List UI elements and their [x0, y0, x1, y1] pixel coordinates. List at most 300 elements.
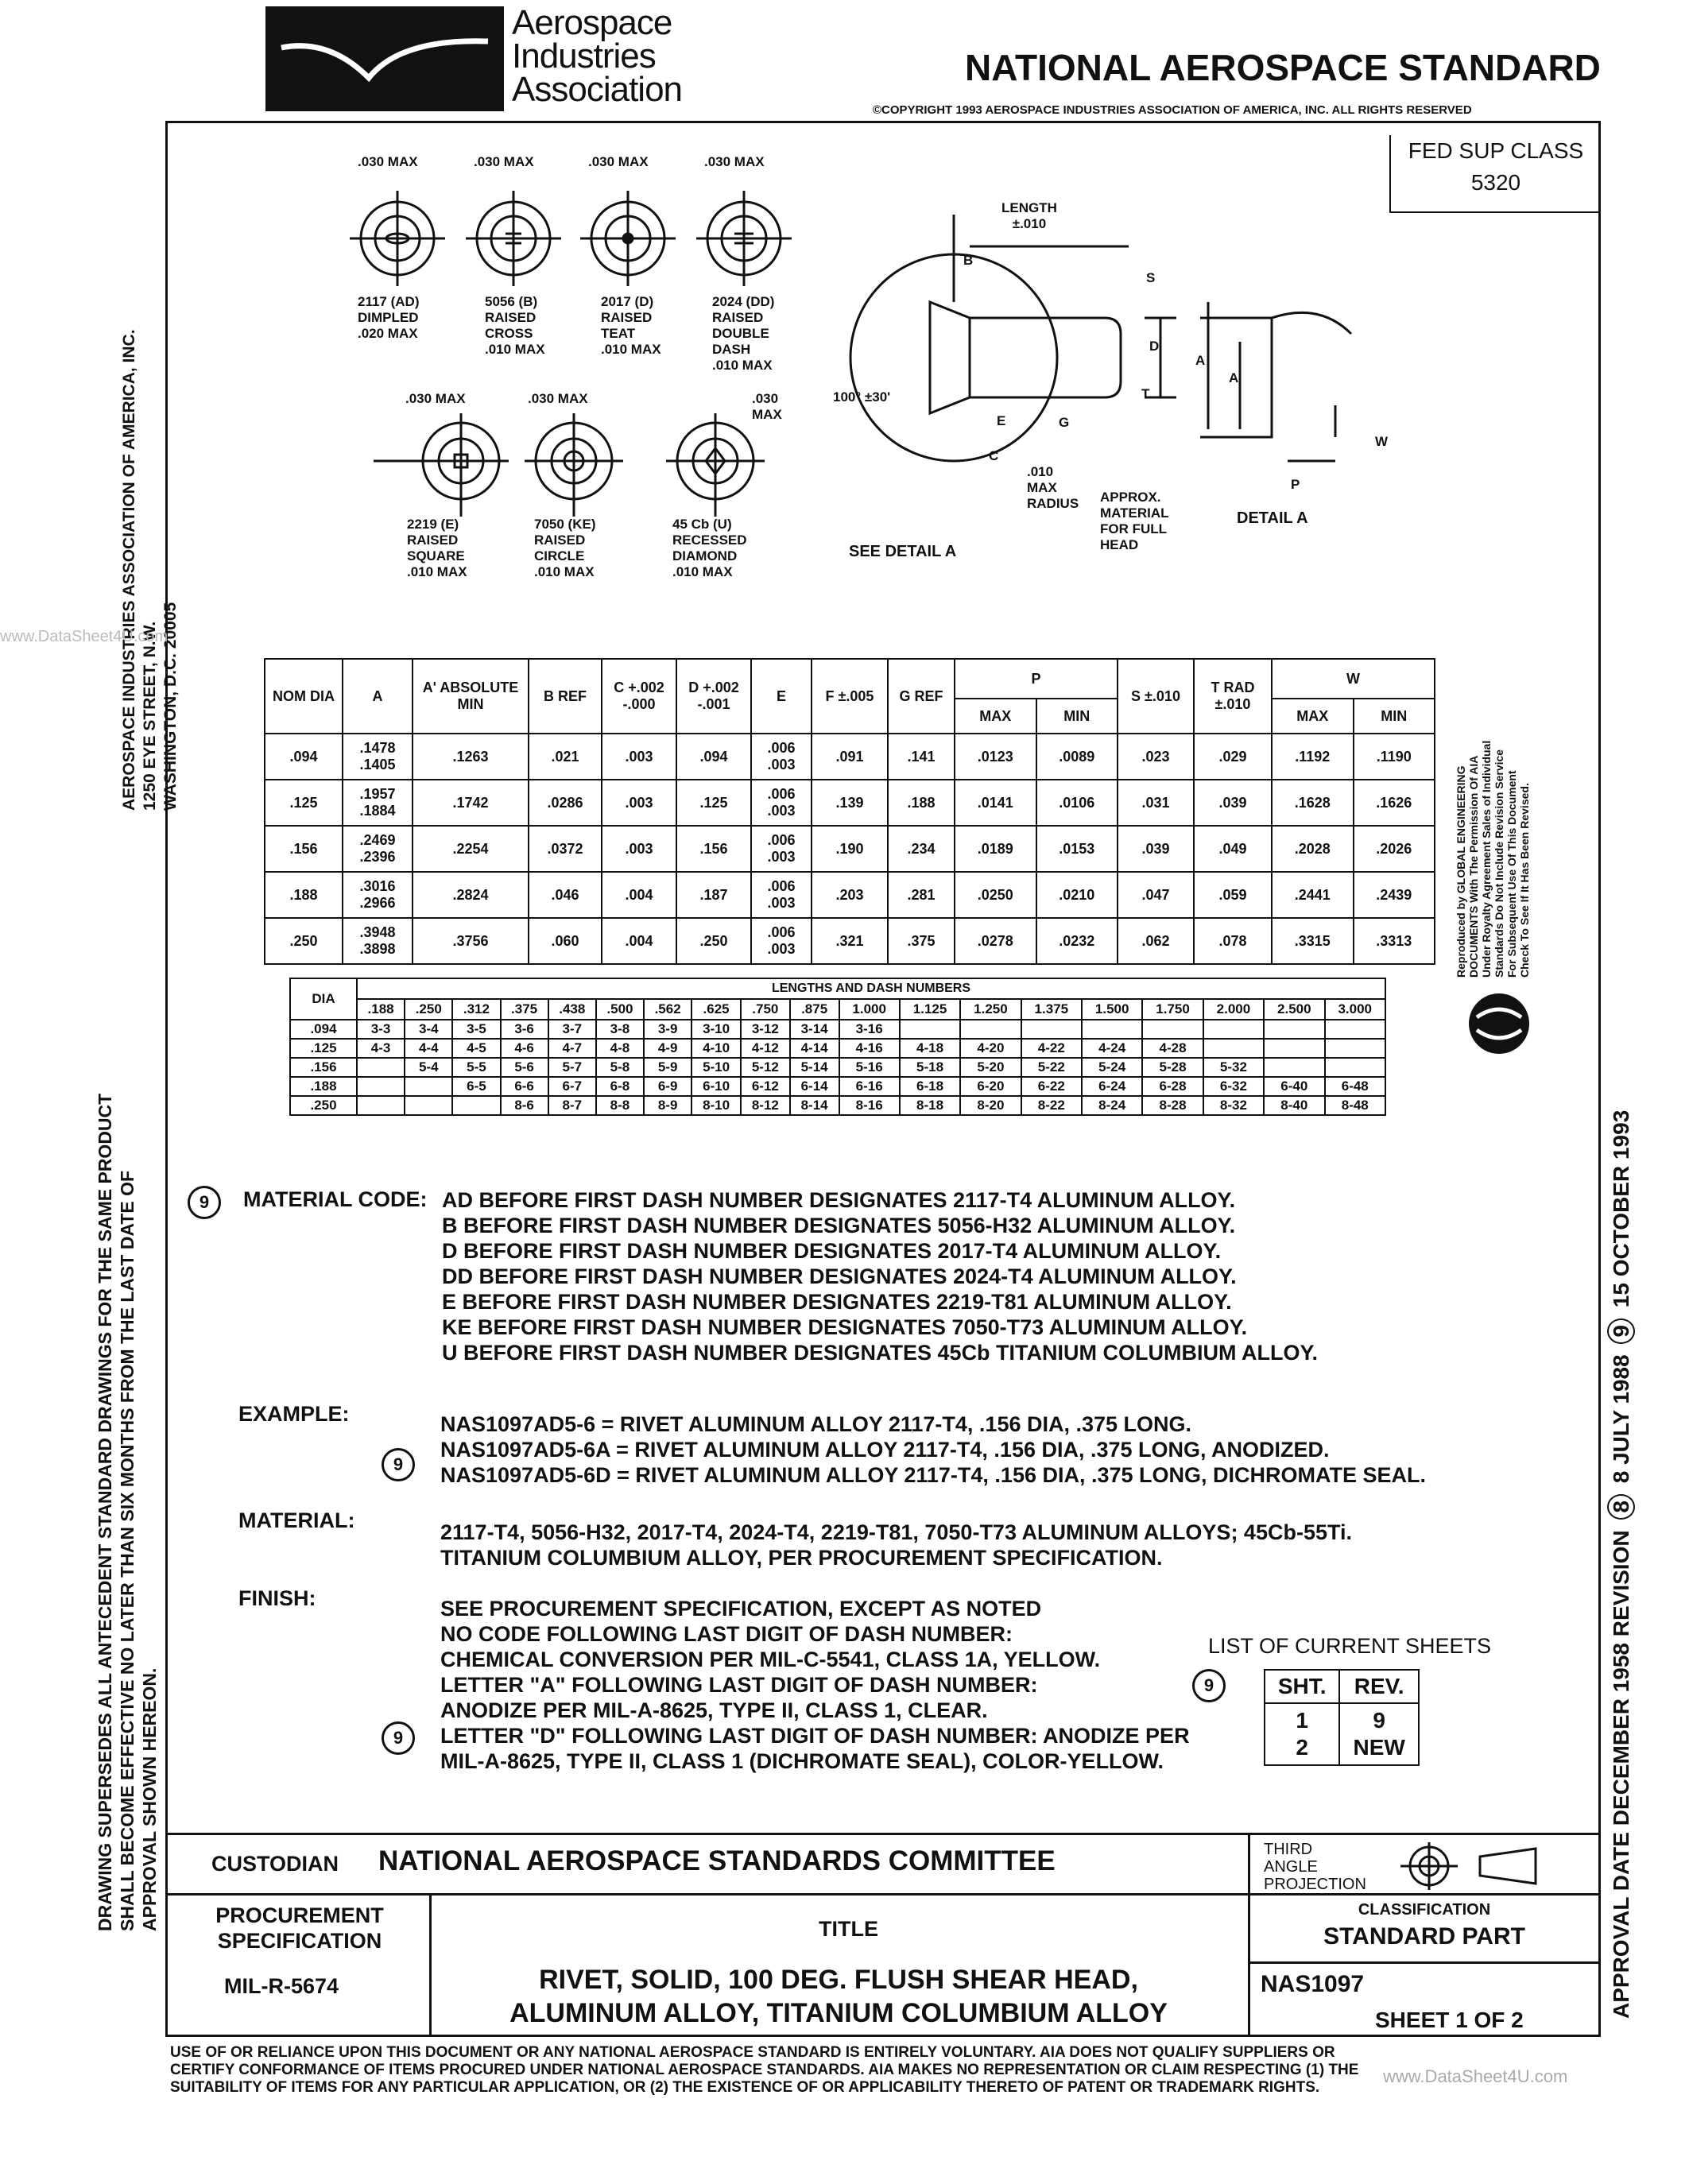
sub-header: MAX — [955, 699, 1036, 734]
dimension-value: .003 — [767, 757, 796, 773]
dash-number-cell: 6-28 — [1142, 1077, 1203, 1096]
projection-line: PROJECTION — [1264, 1876, 1366, 1893]
head-max2: .010 MAX — [601, 342, 661, 357]
dash-number-cell: 3-10 — [691, 1020, 741, 1039]
dash-number-cell: 3-4 — [405, 1020, 452, 1039]
dimension-cell: .003 — [602, 826, 676, 872]
dim-s-label: S — [1146, 270, 1156, 285]
col-header: B REF — [529, 659, 602, 734]
dash-number-cell: 6-8 — [596, 1077, 644, 1096]
dimension-cell: .0153 — [1036, 826, 1118, 872]
dimension-cell: .187 — [676, 872, 751, 918]
head-max-label: .030 MAX — [704, 154, 765, 169]
material-line: 2117-T4, 5056-H32, 2017-T4, 2024-T4, 2219-T81, 7050-T73 ALUMINUM ALLOYS; 45Cb-55Ti. — [440, 1520, 1352, 1544]
material-list — [440, 1520, 1352, 1570]
dash-number-cell: 4-5 — [452, 1039, 500, 1058]
dash-number-cell: 4-3 — [357, 1039, 405, 1058]
length-header: 1.250 — [960, 999, 1021, 1020]
dimension-cell: .0189 — [955, 826, 1036, 872]
dash-number-cell: 8-7 — [548, 1096, 596, 1115]
dash-number-cell: 4-24 — [1082, 1039, 1142, 1058]
title-label: TITLE — [819, 1917, 878, 1941]
dimension-cell: .188 — [265, 872, 343, 918]
sub-header: MIN — [1036, 699, 1118, 734]
dim-d-label: D — [1149, 339, 1160, 354]
head-max-label: .030 MAX — [752, 391, 782, 422]
aia-address — [119, 329, 181, 811]
dash-number-cell: 8-12 — [741, 1096, 790, 1115]
dimension-cell — [751, 826, 812, 872]
dash-number-cell: 5-9 — [644, 1058, 691, 1077]
dimension-cell: .0106 — [1036, 780, 1118, 826]
dimension-cell: .021 — [529, 734, 602, 780]
dash-number-cell — [1325, 1039, 1386, 1058]
projection-line: THIRD — [1264, 1841, 1313, 1858]
dash-number-cell: 3-3 — [357, 1020, 405, 1039]
dash-number-cell: 6-24 — [1082, 1077, 1142, 1096]
rev-9-marker: 9 — [188, 1186, 221, 1219]
sheets-header: SHT. — [1265, 1670, 1339, 1703]
sub-header: MAX — [1272, 699, 1354, 734]
dash-number-cell — [1264, 1039, 1324, 1058]
dim-g-label: G — [1059, 415, 1070, 430]
lengths-dash-table — [289, 978, 1386, 1116]
dimension-cell: .1628 — [1272, 780, 1354, 826]
head-desc: RAISED CROSS — [485, 310, 537, 341]
head-desc: RECESSED DIAMOND — [672, 532, 747, 563]
length-row — [290, 1058, 1385, 1077]
dimension-cell: .188 — [888, 780, 955, 826]
rev-8-date: 8 JULY 1988 — [1609, 1354, 1633, 1484]
head-code: 2017 (D) — [601, 294, 654, 309]
dimension-value: .2396 — [359, 849, 396, 865]
dash-number-cell: 8-20 — [960, 1096, 1021, 1115]
material-code-line: DD BEFORE FIRST DASH NUMBER DESIGNATES 2024-T4 ALUMINUM ALLOY. — [442, 1264, 1237, 1288]
dash-number-cell: 5-10 — [691, 1058, 741, 1077]
dash-number-cell: 8-10 — [691, 1096, 741, 1115]
dash-number-cell: 8-6 — [501, 1096, 548, 1115]
head-max2: .010 MAX — [407, 564, 467, 579]
dash-number-cell: 8-32 — [1203, 1096, 1264, 1115]
dimension-cell: .004 — [602, 918, 676, 964]
dimension-cell: .004 — [602, 872, 676, 918]
head-max-label: .030 MAX — [474, 154, 534, 169]
head-style-recessed-diamond — [672, 517, 768, 580]
head-style-raised-cross — [485, 294, 572, 358]
dash-number-cell: 6-48 — [1325, 1077, 1386, 1096]
dash-number-cell: 3-9 — [644, 1020, 691, 1039]
dimension-cell: .078 — [1194, 918, 1272, 964]
dimension-cell — [751, 780, 812, 826]
dash-number-cell — [1142, 1020, 1203, 1039]
dimension-cell: .234 — [888, 826, 955, 872]
dimension-value: .003 — [767, 941, 796, 957]
see-detail-a-label: SEE DETAIL A — [849, 543, 957, 560]
dimension-cell: .046 — [529, 872, 602, 918]
dimension-cell: .062 — [1118, 918, 1194, 964]
reproduced-line: DOCUMENTS With The Permission Of AIA — [1467, 755, 1480, 978]
head-code: 2024 (DD) — [712, 294, 775, 309]
col-header: P — [955, 659, 1118, 699]
finish-line: NO CODE FOLLOWING LAST DIGIT OF DASH NUMBER: — [440, 1622, 1013, 1646]
dash-number-cell: 6-5 — [452, 1077, 500, 1096]
rev-9-marker: 9 — [382, 1448, 415, 1481]
head-max-label: .030 MAX — [588, 154, 649, 169]
dim-p-label: P — [1291, 477, 1300, 492]
dimension-cell: .139 — [812, 780, 888, 826]
detail-a-label: DETAIL A — [1237, 509, 1308, 527]
dimension-cell: .0141 — [955, 780, 1036, 826]
length-header: 1.125 — [900, 999, 960, 1020]
fed-sup-class-label: FED SUP CLASS — [1408, 138, 1584, 163]
dash-number-cell: 8-16 — [839, 1096, 900, 1115]
col-header: T RAD ±.010 — [1194, 659, 1272, 734]
dimension-cell: .0286 — [529, 780, 602, 826]
dash-number-cell: 5-24 — [1082, 1058, 1142, 1077]
dimension-value: .003 — [767, 803, 796, 819]
dimension-cell: .203 — [812, 872, 888, 918]
sheets-header: REV. — [1339, 1670, 1419, 1703]
procurement-label: PROCUREMENT SPECIFICATION — [215, 1903, 384, 1953]
length-header: 3.000 — [1325, 999, 1386, 1020]
dimension-cell: .281 — [888, 872, 955, 918]
dash-number-cell: 8-24 — [1082, 1096, 1142, 1115]
watermark: www.DataSheet4U.com — [0, 628, 169, 645]
dimension-cell: .094 — [676, 734, 751, 780]
length-header: 1.500 — [1082, 999, 1142, 1020]
logo-text — [512, 3, 683, 109]
length-header: .750 — [741, 999, 790, 1020]
head-style-raised-circle — [534, 517, 622, 580]
dash-number-cell — [1203, 1020, 1264, 1039]
length-header: .188 — [357, 999, 405, 1020]
part-title-line: ALUMINUM ALLOY, TITANIUM COLUMBIUM ALLOY — [509, 1998, 1168, 2028]
dimension-value: .006 — [767, 832, 796, 848]
dash-number-cell: 5-18 — [900, 1058, 960, 1077]
dimension-value: .2966 — [359, 895, 396, 911]
finish-line: MIL-A-8625, TYPE II, CLASS 1 (DICHROMATE SEAL), COLOR-YELLOW. — [440, 1749, 1164, 1773]
angle-tolerance: ±30' — [864, 389, 891, 405]
dash-number-cell: 4-4 — [405, 1039, 452, 1058]
dimension-cell: .1263 — [413, 734, 529, 780]
dash-number-cell — [357, 1096, 405, 1115]
dash-number-cell: 4-8 — [596, 1039, 644, 1058]
dia-cell: .250 — [290, 1096, 357, 1115]
head-desc: RAISED TEAT — [601, 310, 653, 341]
angle-label — [833, 389, 890, 405]
dimension-cell: .156 — [265, 826, 343, 872]
dimension-value: .3948 — [359, 924, 396, 940]
sub-header: MIN — [1354, 699, 1435, 734]
dash-number-cell: 4-14 — [790, 1039, 839, 1058]
sheet-number-label: SHEET 1 OF 2 — [1375, 2008, 1524, 2032]
title-block-divider — [429, 1893, 432, 2037]
dia-cell: .125 — [290, 1039, 357, 1058]
dimension-cell: .3756 — [413, 918, 529, 964]
dimension-cell: .003 — [602, 780, 676, 826]
length-header: 1.000 — [839, 999, 900, 1020]
sheet-number: 1 — [1296, 1708, 1308, 1733]
dash-number-cell — [1264, 1020, 1324, 1039]
head-style-raised-double-dash — [712, 294, 808, 374]
dim-t-label: T — [1141, 386, 1150, 401]
watermark-bottom: www.DataSheet4U.com — [1383, 2066, 1568, 2086]
dimension-row — [265, 734, 1435, 780]
head-desc: RAISED DOUBLE DASH — [712, 310, 769, 357]
dimension-cell: .2254 — [413, 826, 529, 872]
dash-number-cell — [357, 1058, 405, 1077]
dash-number-cell: 6-40 — [1264, 1077, 1324, 1096]
head-code: 2117 (AD) — [358, 294, 420, 309]
dimension-cell: .059 — [1194, 872, 1272, 918]
dimension-cell: .031 — [1118, 780, 1194, 826]
dimension-value: .006 — [767, 924, 796, 940]
dimension-value: .006 — [767, 786, 796, 802]
dimension-cell: .125 — [676, 780, 751, 826]
custodian-label: CUSTODIAN — [211, 1852, 339, 1876]
dimension-value: .1957 — [359, 786, 396, 802]
col-header: F ±.005 — [812, 659, 888, 734]
dimension-cell: .2439 — [1354, 872, 1435, 918]
dimension-cell: .091 — [812, 734, 888, 780]
dash-number-cell: 4-20 — [960, 1039, 1021, 1058]
part-number: NAS1097 — [1261, 1971, 1365, 1997]
col-header: NOM DIA — [265, 659, 343, 734]
head-code: 7050 (KE) — [534, 517, 596, 532]
dash-number-cell: 3-14 — [790, 1020, 839, 1039]
length-label — [1001, 200, 1057, 232]
head-max2: .010 MAX — [672, 564, 733, 579]
dash-number-cell — [357, 1077, 405, 1096]
dimension-row — [265, 780, 1435, 826]
dash-number-cell — [900, 1020, 960, 1039]
supersede-line: SHALL BECOME EFFECTIVE NO LATER THAN SIX MONTHS FROM THE LAST DATE OF — [117, 1170, 138, 1931]
dash-number-cell: 6-32 — [1203, 1077, 1264, 1096]
dimension-cell — [751, 918, 812, 964]
dash-number-cell: 4-6 — [501, 1039, 548, 1058]
length-header: 1.375 — [1021, 999, 1082, 1020]
dash-number-cell: 6-18 — [900, 1077, 960, 1096]
reproduced-line: Check To See If It Has Been Revised. — [1518, 783, 1531, 978]
dimension-cell: .1626 — [1354, 780, 1435, 826]
finish-list — [440, 1596, 1190, 1774]
fed-sup-class-value: 5320 — [1470, 170, 1521, 195]
lengths-title: LENGTHS AND DASH NUMBERS — [357, 978, 1385, 999]
dimension-cell: .0278 — [955, 918, 1036, 964]
dash-number-cell — [405, 1096, 452, 1115]
dimension-row — [265, 918, 1435, 964]
dash-number-cell — [405, 1077, 452, 1096]
material-code-line: E BEFORE FIRST DASH NUMBER DESIGNATES 2219-T81 ALUMINUM ALLOY. — [442, 1290, 1232, 1314]
head-max2: .010 MAX — [712, 358, 773, 373]
dimension-value: .3016 — [359, 878, 396, 894]
current-sheets-table — [1264, 1669, 1420, 1766]
dimension-cell: .250 — [676, 918, 751, 964]
sheet-numbers — [1265, 1703, 1339, 1765]
col-header: A — [343, 659, 413, 734]
dash-number-cell: 6-9 — [644, 1077, 691, 1096]
finish-line: LETTER "A" FOLLOWING LAST DIGIT OF DASH NUMBER: — [440, 1673, 1038, 1697]
dash-number-cell: 6-12 — [741, 1077, 790, 1096]
dimension-value: .1405 — [359, 757, 396, 773]
dim-a-prime-label: A' — [1229, 370, 1242, 385]
length-row — [290, 1020, 1385, 1039]
approval-text: APPROVAL DATE DECEMBER 1958 REVISION — [1609, 1530, 1633, 2019]
dash-number-cell: 4-22 — [1021, 1039, 1082, 1058]
rev-9-date: 15 OCTOBER 1993 — [1609, 1109, 1633, 1308]
global-engineering-logo-icon — [1469, 993, 1529, 1054]
logo-line: Industries — [512, 37, 656, 76]
col-header: E — [751, 659, 812, 734]
disclaimer-line: CERTIFY CONFORMANCE OF ITEMS PROCURED UNDER NATIONAL AEROSPACE STANDARDS. AIA MAKES NO REPRESENTATION OR CLAIM RESPECTING (1) THE — [170, 2062, 1359, 2078]
dash-number-cell: 6-6 — [501, 1077, 548, 1096]
dimension-cell: .2026 — [1354, 826, 1435, 872]
dimension-cell: .0123 — [955, 734, 1036, 780]
dash-number-cell: 8-40 — [1264, 1096, 1324, 1115]
dim-c-label: C — [989, 448, 999, 463]
col-header: D +.002 -.001 — [676, 659, 751, 734]
dimension-cell: .2441 — [1272, 872, 1354, 918]
dash-number-cell: 5-7 — [548, 1058, 596, 1077]
part-title — [477, 1963, 1200, 2030]
dimension-row — [265, 872, 1435, 918]
classification-label: CLASSIFICATION — [1358, 1901, 1491, 1919]
dia-cell: .188 — [290, 1077, 357, 1096]
dimension-cell: .141 — [888, 734, 955, 780]
dash-number-cell — [1021, 1020, 1082, 1039]
aia-logo-swoosh-icon — [265, 6, 504, 111]
rev-9-marker: 9 — [382, 1721, 415, 1755]
dimension-cell: .0372 — [529, 826, 602, 872]
dash-number-cell: 5-6 — [501, 1058, 548, 1077]
example-label: EXAMPLE: — [238, 1402, 350, 1426]
disclaimer — [170, 2044, 1358, 2097]
disclaimer-line: SUITABILITY OF ITEMS FOR ANY PARTICULAR APPLICATION, OR (2) THE EXISTENCE OF OR APPLICABILITY THERETO OF PATENT OR TRADEMARK RIGHTS. — [170, 2079, 1320, 2096]
length-header: .625 — [691, 999, 741, 1020]
head-max2: .010 MAX — [534, 564, 595, 579]
dash-number-cell — [1325, 1020, 1386, 1039]
dimension-cell: .029 — [1194, 734, 1272, 780]
dimension-cell: .1190 — [1354, 734, 1435, 780]
material-code-line: U BEFORE FIRST DASH NUMBER DESIGNATES 45Cb TITANIUM COLUMBIUM ALLOY. — [442, 1341, 1319, 1365]
rev-9-marker: 9 — [1607, 1319, 1635, 1344]
dimension-cell: .3313 — [1354, 918, 1435, 964]
document-title: NATIONAL AEROSPACE STANDARD — [965, 47, 1601, 88]
dash-number-cell: 3-6 — [501, 1020, 548, 1039]
finish-line: CHEMICAL CONVERSION PER MIL-C-5541, CLASS 1A, YELLOW. — [440, 1648, 1101, 1671]
length-tolerance: ±.010 — [1012, 216, 1047, 231]
dash-number-cell: 5-5 — [452, 1058, 500, 1077]
dimension-cell: .2028 — [1272, 826, 1354, 872]
col-header: C +.002 -.000 — [602, 659, 676, 734]
dash-number-cell: 6-7 — [548, 1077, 596, 1096]
dash-number-cell: 5-22 — [1021, 1058, 1082, 1077]
fed-sup-class — [1389, 135, 1601, 213]
head-max2: .020 MAX — [358, 326, 418, 341]
dimension-value: .006 — [767, 878, 796, 894]
material-code-line: AD BEFORE FIRST DASH NUMBER DESIGNATES 2117-T4 ALUMINUM ALLOY. — [442, 1188, 1236, 1212]
dash-number-cell: 8-18 — [900, 1096, 960, 1115]
example-line: NAS1097AD5-6A = RIVET ALUMINUM ALLOY 2117-T4, .156 DIA, .375 LONG, ANODIZED. — [440, 1438, 1330, 1462]
head-max-label: .030 MAX — [358, 154, 418, 169]
dimension-cell: .1192 — [1272, 734, 1354, 780]
length-row — [290, 1096, 1385, 1115]
head-style-raised-teat — [601, 294, 688, 358]
dimension-cell: .321 — [812, 918, 888, 964]
dimension-cell: .3315 — [1272, 918, 1354, 964]
dash-number-cell: 5-4 — [405, 1058, 452, 1077]
dim-e-label: E — [997, 413, 1006, 428]
copyright: ©COPYRIGHT 1993 AEROSPACE INDUSTRIES ASSOCIATION OF AMERICA, INC. ALL RIGHTS RESERVED — [873, 103, 1472, 117]
dash-number-cell: 3-5 — [452, 1020, 500, 1039]
supersede-line: APPROVAL SHOWN HEREON. — [139, 1667, 160, 1931]
length-header: .562 — [644, 999, 691, 1020]
dimension-row — [265, 826, 1435, 872]
dash-number-cell: 3-16 — [839, 1020, 900, 1039]
title-block-divider — [165, 1893, 1601, 1896]
length-header: .875 — [790, 999, 839, 1020]
example-list — [440, 1411, 1426, 1488]
dash-number-cell: 6-14 — [790, 1077, 839, 1096]
address-line: WASHINGTON, D.C. 20005 — [161, 602, 180, 811]
dimension-cell — [343, 918, 413, 964]
reproduced-line: Standards Do Not Include Revision Service — [1493, 749, 1505, 978]
custodian-name: NATIONAL AEROSPACE STANDARDS COMMITTEE — [378, 1845, 1056, 1876]
dash-number-cell: 6-20 — [960, 1077, 1021, 1096]
reproduced-line: For Subsequent Use Of This Document — [1505, 770, 1518, 978]
dimension-cell: .060 — [529, 918, 602, 964]
dimension-cell: .049 — [1194, 826, 1272, 872]
dash-number-cell: 3-8 — [596, 1020, 644, 1039]
length-row — [290, 1039, 1385, 1058]
dimension-cell: .125 — [265, 780, 343, 826]
dim-b-label: B — [963, 253, 974, 268]
title-block-divider — [165, 1833, 1601, 1835]
material-label: MATERIAL: — [238, 1508, 355, 1532]
dimension-cell: .375 — [888, 918, 955, 964]
head-style-dimpled — [358, 294, 453, 342]
dash-number-cell: 3-12 — [741, 1020, 790, 1039]
dash-number-cell: 8-22 — [1021, 1096, 1082, 1115]
dash-number-cell: 5-32 — [1203, 1058, 1264, 1077]
dimension-cell — [343, 872, 413, 918]
dash-number-cell — [960, 1020, 1021, 1039]
dimension-cell: .023 — [1118, 734, 1194, 780]
dash-number-cell: 4-9 — [644, 1039, 691, 1058]
sheets-title: LIST OF CURRENT SHEETS — [1208, 1634, 1492, 1658]
reproduction-note — [1455, 741, 1531, 978]
length-text: LENGTH — [1001, 200, 1057, 215]
dash-number-cell: 4-7 — [548, 1039, 596, 1058]
approx-material-note: APPROX. MATERIAL FOR FULL HEAD — [1100, 490, 1169, 552]
dia-cell: .156 — [290, 1058, 357, 1077]
dash-number-cell: 5-12 — [741, 1058, 790, 1077]
sheet-rev: 9 — [1373, 1708, 1385, 1733]
address-line: AEROSPACE INDUSTRIES ASSOCIATION OF AMERICA, INC. — [120, 329, 138, 811]
third-angle-projection-icon — [1400, 1842, 1551, 1890]
address-line: 1250 EYE STREET, N.W. — [141, 621, 159, 811]
dimension-cell: .1742 — [413, 780, 529, 826]
finish-line: SEE PROCUREMENT SPECIFICATION, EXCEPT AS NOTED — [440, 1597, 1042, 1621]
dash-number-cell: 4-28 — [1142, 1039, 1203, 1058]
dim-w-label: W — [1375, 434, 1389, 449]
dimension-table — [264, 658, 1435, 965]
material-code-line: D BEFORE FIRST DASH NUMBER DESIGNATES 2017-T4 ALUMINUM ALLOY. — [442, 1239, 1222, 1263]
rev-9-marker: 9 — [1192, 1669, 1226, 1702]
length-header: .250 — [405, 999, 452, 1020]
part-title-line: RIVET, SOLID, 100 DEG. FLUSH SHEAR HEAD, — [539, 1965, 1138, 1995]
head-code: 2219 (E) — [407, 517, 459, 532]
